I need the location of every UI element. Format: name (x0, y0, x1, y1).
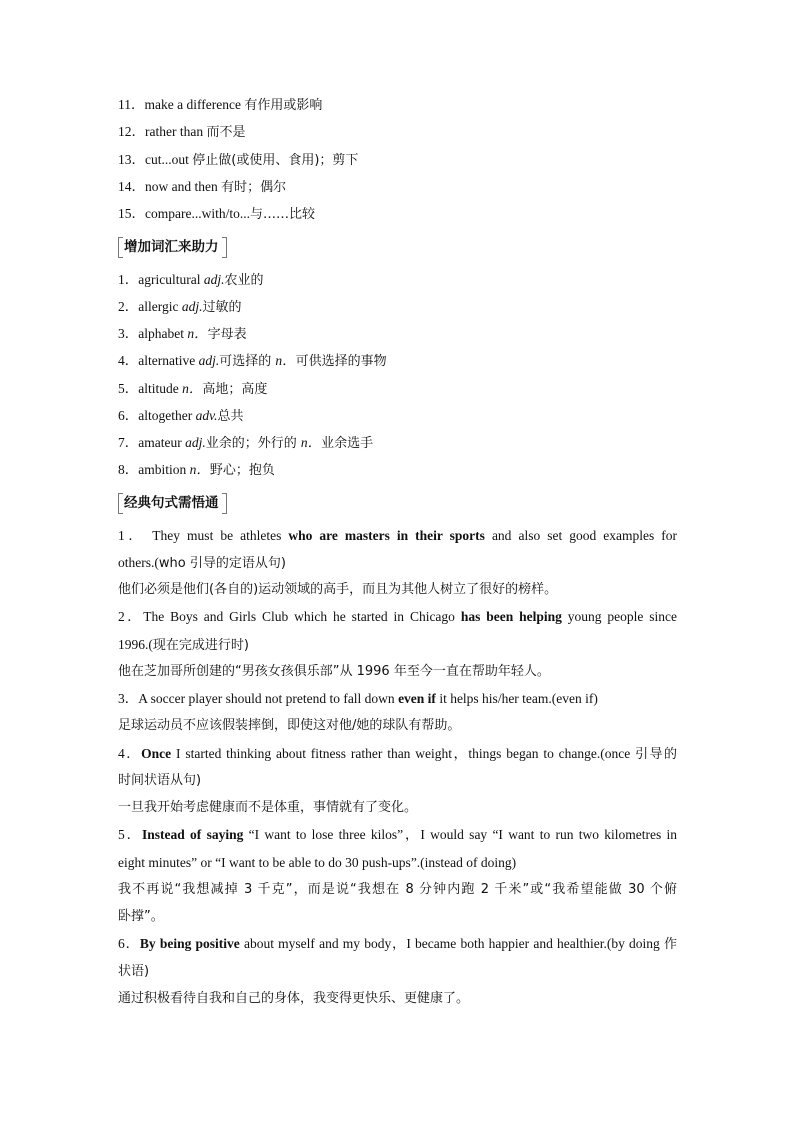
vocab-item: 3．alphabet n．字母表 (118, 326, 247, 342)
sentence-2-translation: 他在芝加哥所创建的“男孩女孩俱乐部”从 1996 年至今一直在帮助年轻人。 (118, 664, 550, 679)
vocab-item: 1．agricultural adj.农业的 (118, 272, 264, 288)
sentence-6-translation: 通过积极看待自我和自己的身体，我变得更快乐、更健康了。 (118, 991, 470, 1006)
sentence-1-en-cont: others.(who 引导的定语从句) (118, 555, 286, 571)
sentence-6-en: 6．By being positive about myself and my body，I became both happier and healthier.(by doing 作 (118, 936, 678, 952)
sentence-3-translation: 足球运动员不应该假装摔倒，即使这对他/她的球队有帮助。 (118, 718, 461, 733)
vocab-item: 6．altogether adv.总共 (118, 408, 244, 424)
sentence-4-translation: 一旦我开始考虑健康而不是体重，事情就有了变化。 (118, 800, 418, 815)
vocab-item: 4．alternative adj.可选择的 n．可供选择的事物 (118, 353, 387, 369)
sentence-3-en: 3．A soccer player should not pretend to fall down even if it helps his/her team.(even if) (118, 691, 598, 706)
vocab-item: 2．allergic adj.过敏的 (118, 299, 242, 315)
sentence-5-en: 5．Instead of saying “I want to lose three kilos”，I would say “I want to run two kilometres in (118, 827, 677, 842)
sentence-1-translation: 他们必须是他们(各自的)运动领域的高手，而且为其他人树立了很好的榜样。 (118, 582, 558, 597)
sentence-5-translation-cont: 卧撑”。 (118, 909, 164, 924)
phrase-item: 14．now and then 有时；偶尔 (118, 179, 287, 195)
phrase-item: 13．cut...out 停止做(或使用、食用)；剪下 (118, 152, 359, 168)
section-heading-vocabulary: 增加词汇来助力 (118, 238, 227, 256)
sentence-2-en-cont: 1996.(现在完成进行时) (118, 637, 249, 653)
sentence-5-en-cont: eight minutes” or “I want to be able to do 30 push-ups”.(instead of doing) (118, 855, 517, 870)
phrase-item: 11．make a difference 有作用或影响 (118, 97, 323, 113)
phrase-item: 15．compare...with/to...与……比较 (118, 206, 315, 222)
phrase-item: 12．rather than 而不是 (118, 124, 246, 140)
sentence-4-en-cont: 时间状语从句) (118, 773, 202, 788)
vocab-item: 8．ambition n．野心；抱负 (118, 462, 275, 478)
sentence-4-en: 4．Once I started thinking about fitness rather than weight，things began to change.(once 引导的 (118, 746, 677, 762)
vocab-item: 7．amateur adj.业余的；外行的 n．业余选手 (118, 435, 374, 451)
sentence-5-translation: 我不再说“我想减掉 3 千克”，而是说“我想在 8 分钟内跑 2 千米”或“我希望能做 30 个俯 (118, 882, 677, 897)
sentence-6-en-cont: 状语) (118, 964, 150, 979)
section-heading-sentences: 经典句式需悟通 (118, 494, 227, 512)
vocab-item: 5．altitude n．高地；高度 (118, 381, 268, 397)
sentence-2-en: 2．The Boys and Girls Club which he started in Chicago has been helping young people since (118, 609, 678, 624)
sentence-1-en: 1． They must be athletes who are masters in their sports and also set good examples for (118, 528, 677, 543)
